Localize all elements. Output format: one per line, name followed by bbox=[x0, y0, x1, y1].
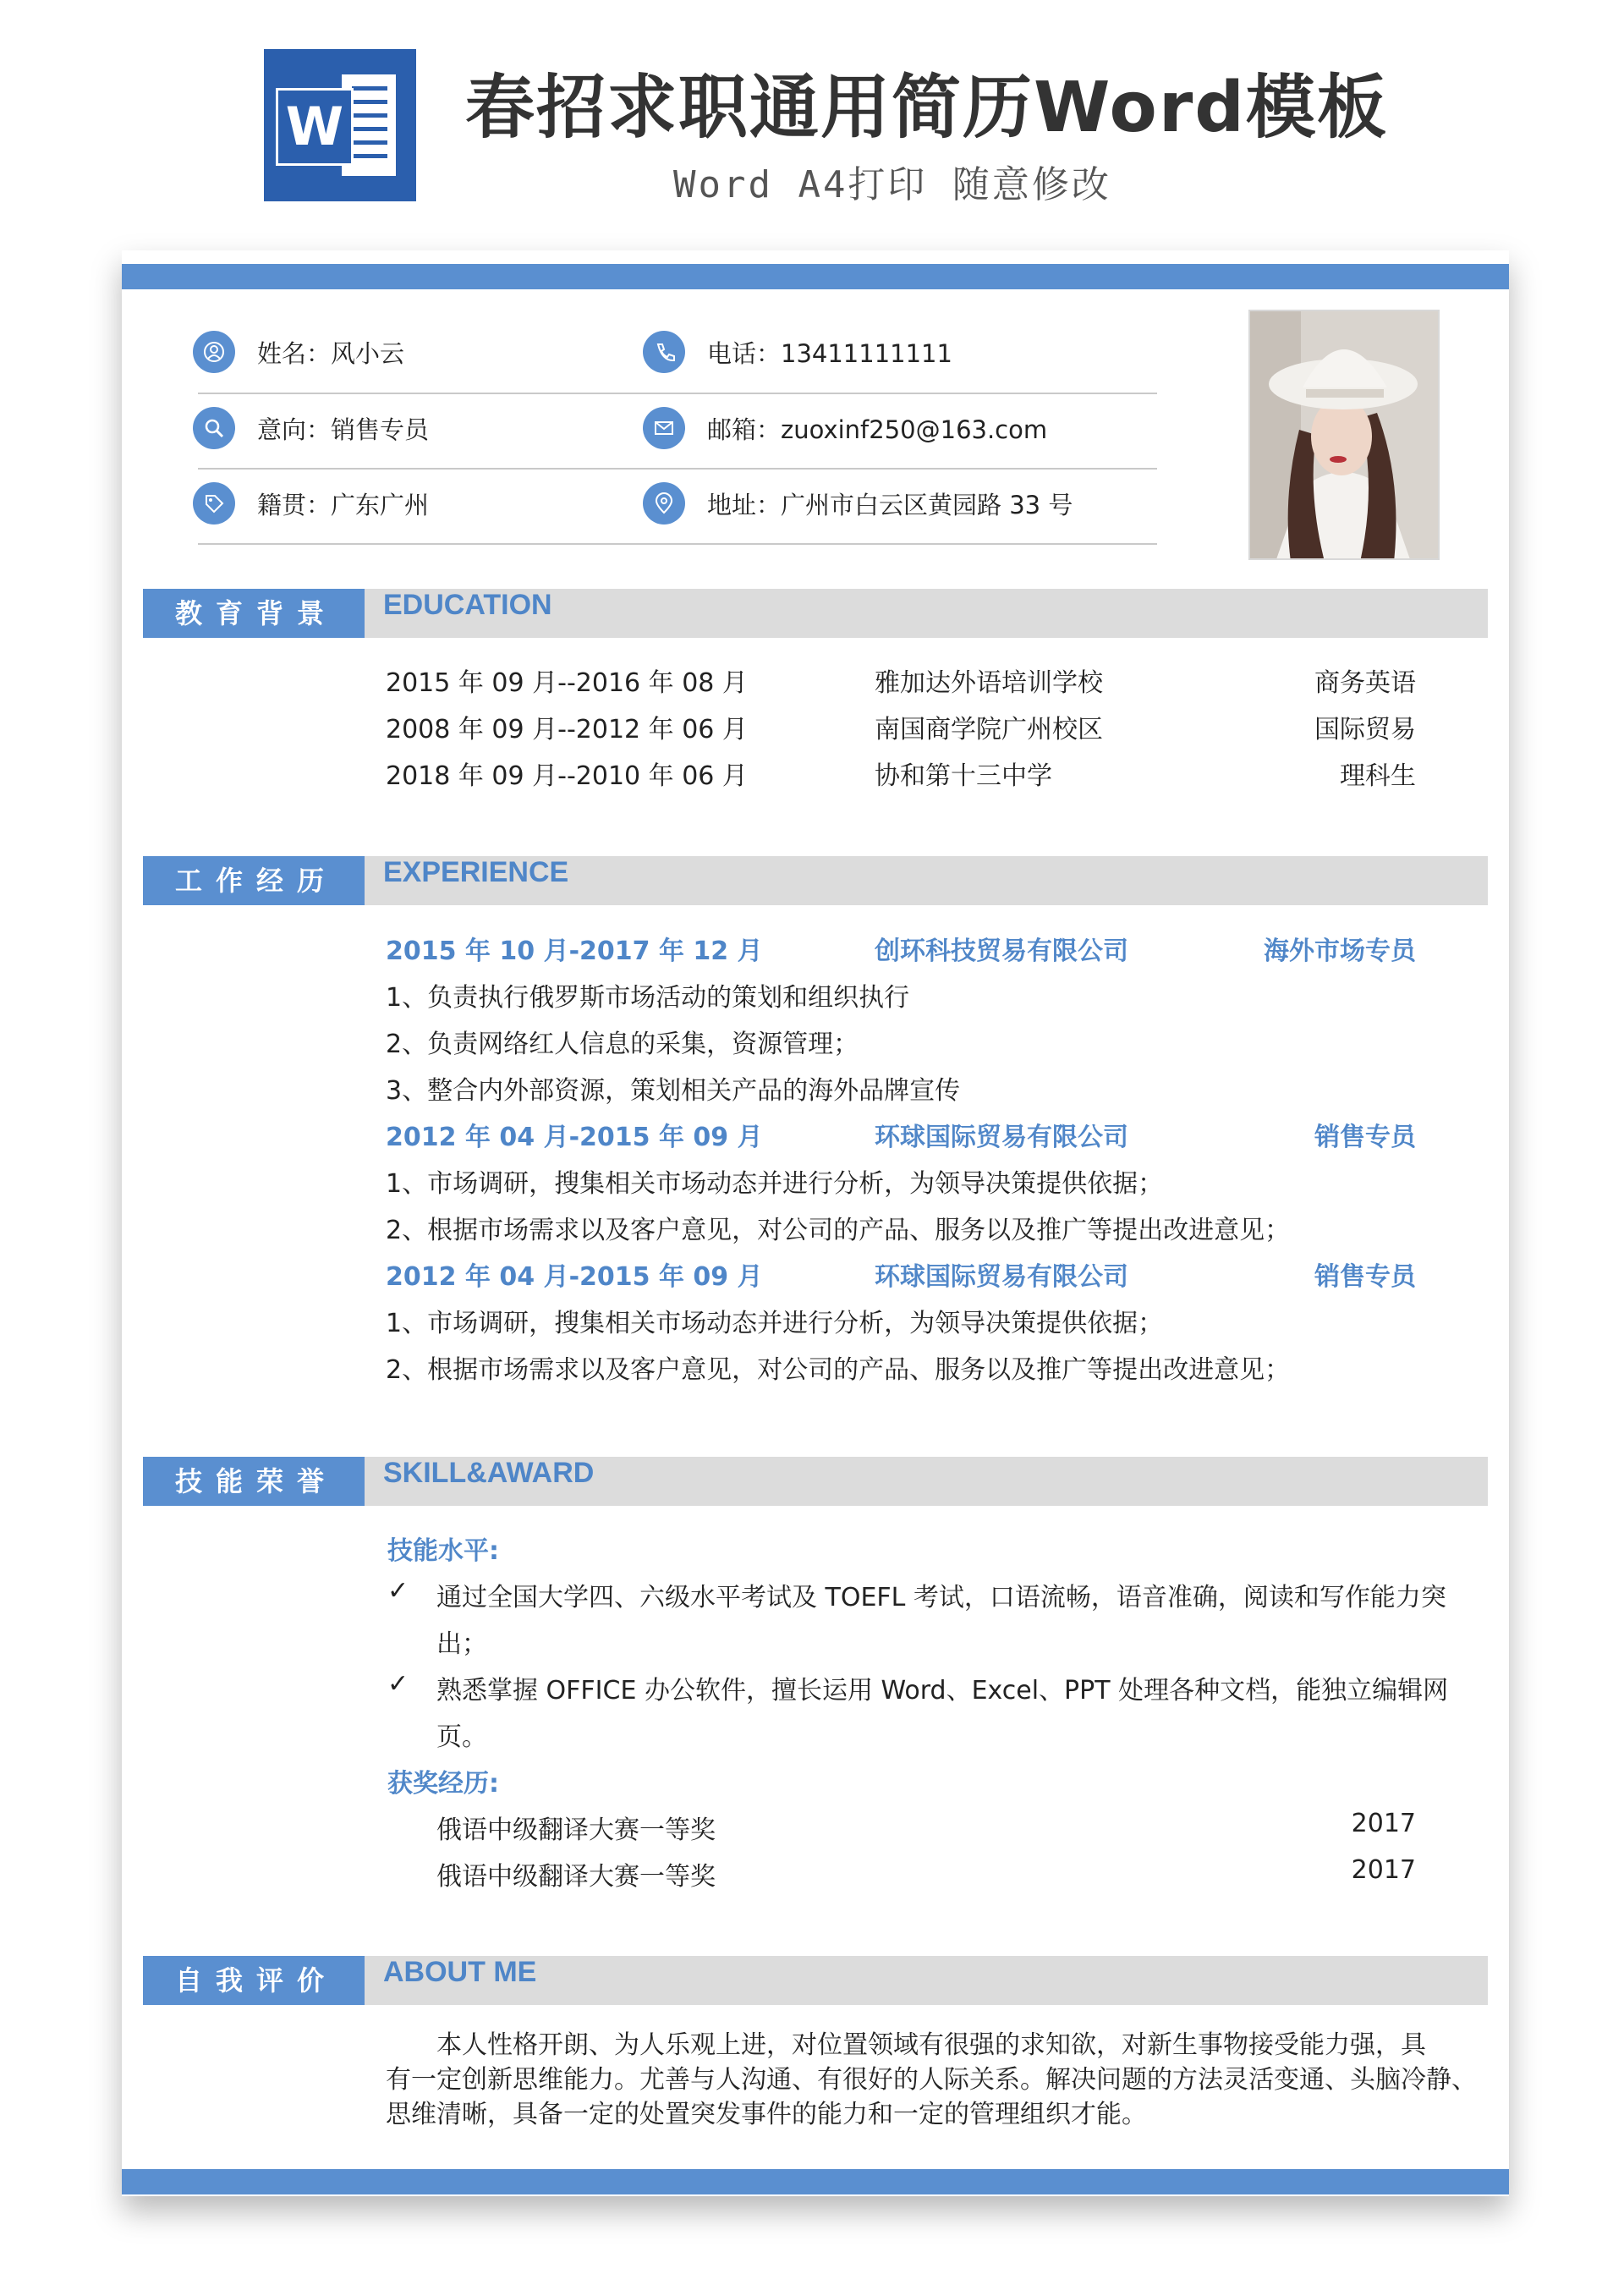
info-name-text: 姓名：风小云 bbox=[257, 338, 405, 368]
award-year: 2017 bbox=[1351, 1855, 1416, 1885]
edu-school: 雅加达外语培训学校 bbox=[875, 668, 1103, 698]
word-logo-letter: W bbox=[276, 88, 354, 166]
skill-item: 通过全国大学四、六级水平考试及 TOEFL 考试，口语流畅，语音准确，阅读和写作能力突 bbox=[436, 1583, 1446, 1612]
edu-school: 协和第十三中学 bbox=[875, 761, 1052, 791]
page-subtitle: Word A4打印 随意修改 bbox=[673, 163, 1111, 206]
section-title-cn: 工作经历 bbox=[143, 856, 365, 905]
location-icon bbox=[643, 482, 685, 525]
about-text: 思维清晰，具备一定的处置突发事件的能力和一定的管理组织才能。 bbox=[386, 2100, 1147, 2129]
about-text: 本人性格开朗、为人乐观上进，对位置领域有很强的求知欲，对新生事物接受能力强，具 bbox=[436, 2030, 1426, 2060]
check-icon: ✓ bbox=[387, 1576, 409, 1606]
info-phone-text: 电话：13411111111 bbox=[707, 338, 952, 368]
info-email-text: 邮箱：zuoxinf250@163.com bbox=[707, 415, 1048, 444]
job-company: 创环科技贸易有限公司 bbox=[875, 937, 1128, 966]
info-name bbox=[193, 335, 404, 369]
section-title-en: EXPERIENCE bbox=[383, 856, 569, 888]
edu-major: 商务英语 bbox=[1314, 668, 1416, 698]
mail-icon bbox=[643, 407, 685, 449]
award-name: 俄语中级翻译大赛一等奖 bbox=[436, 1862, 716, 1892]
check-icon: ✓ bbox=[387, 1669, 409, 1699]
job-period: 2012 年 04 月-2015 年 09 月 bbox=[386, 1123, 763, 1152]
section-about bbox=[143, 1956, 1488, 2005]
job-duty: 2、根据市场需求以及客户意见，对公司的产品、服务以及推广等提出改进意见； bbox=[386, 1355, 1291, 1385]
edu-period: 2015 年 09 月--2016 年 08 月 bbox=[386, 668, 748, 698]
section-title-cn: 自我评价 bbox=[143, 1956, 365, 2005]
job-company: 环球国际贸易有限公司 bbox=[875, 1262, 1128, 1292]
job-position: 销售专员 bbox=[1314, 1123, 1416, 1152]
section-title-en: SKILL&AWARD bbox=[383, 1457, 595, 1489]
skill-item-cont: 出； bbox=[436, 1629, 487, 1659]
info-intention-text: 意向：销售专员 bbox=[257, 415, 430, 444]
info-address bbox=[643, 486, 1073, 520]
divider bbox=[198, 393, 1157, 394]
word-logo-icon bbox=[264, 49, 416, 201]
phone-icon bbox=[643, 331, 685, 373]
job-period: 2012 年 04 月-2015 年 09 月 bbox=[386, 1262, 763, 1292]
skill-item-cont: 页。 bbox=[436, 1722, 487, 1752]
edu-major: 国际贸易 bbox=[1314, 715, 1416, 744]
section-title-cn: 技能荣誉 bbox=[143, 1457, 365, 1506]
resume-page bbox=[122, 250, 1509, 2196]
edu-period: 2018 年 09 月--2010 年 06 月 bbox=[386, 761, 748, 791]
section-title-cn: 教育背景 bbox=[143, 589, 365, 638]
info-intention bbox=[193, 411, 429, 445]
job-duty: 1、市场调研，搜集相关市场动态并进行分析，为领导决策提供依据； bbox=[386, 1309, 1164, 1338]
award-heading: 获奖经历: bbox=[387, 1769, 499, 1799]
section-title-en: ABOUT ME bbox=[383, 1956, 537, 1988]
section-education bbox=[143, 589, 1488, 638]
skill-heading: 技能水平: bbox=[387, 1536, 499, 1566]
job-company: 环球国际贸易有限公司 bbox=[875, 1123, 1128, 1152]
job-duty: 1、市场调研，搜集相关市场动态并进行分析，为领导决策提供依据； bbox=[386, 1169, 1164, 1199]
tag-icon bbox=[193, 482, 235, 525]
info-hometown-text: 籍贯：广东广州 bbox=[257, 490, 430, 519]
job-position: 销售专员 bbox=[1314, 1262, 1416, 1292]
job-duty: 2、根据市场需求以及客户意见，对公司的产品、服务以及推广等提出改进意见； bbox=[386, 1216, 1291, 1245]
divider bbox=[198, 468, 1157, 470]
edu-major: 理科生 bbox=[1340, 761, 1416, 791]
info-phone bbox=[643, 335, 952, 369]
award-year: 2017 bbox=[1351, 1809, 1416, 1838]
award-name: 俄语中级翻译大赛一等奖 bbox=[436, 1815, 716, 1845]
section-skills bbox=[143, 1457, 1488, 1506]
job-period: 2015 年 10 月-2017 年 12 月 bbox=[386, 937, 763, 966]
edu-school: 南国商学院广州校区 bbox=[875, 715, 1103, 744]
job-duty: 2、负责网络红人信息的采集，资源管理； bbox=[386, 1030, 859, 1059]
info-address-text: 地址：广州市白云区黄园路 33 号 bbox=[707, 490, 1073, 519]
info-hometown bbox=[193, 486, 429, 520]
edu-period: 2008 年 09 月--2012 年 06 月 bbox=[386, 715, 748, 744]
bottom-accent-bar bbox=[122, 2169, 1509, 2194]
job-duty: 3、整合内外部资源，策划相关产品的海外品牌宣传 bbox=[386, 1076, 961, 1106]
page-title: 春招求职通用简历Word模板 bbox=[465, 68, 1388, 148]
divider bbox=[198, 543, 1157, 545]
info-email bbox=[643, 411, 1047, 445]
job-duty: 1、负责执行俄罗斯市场活动的策划和组织执行 bbox=[386, 983, 910, 1013]
search-icon bbox=[193, 407, 235, 449]
section-experience bbox=[143, 856, 1488, 905]
section-title-en: EDUCATION bbox=[383, 589, 552, 621]
profile-photo bbox=[1248, 310, 1440, 560]
user-icon bbox=[193, 331, 235, 373]
top-accent-bar bbox=[122, 264, 1509, 289]
job-position: 海外市场专员 bbox=[1264, 937, 1416, 966]
skill-item: 熟悉掌握 OFFICE 办公软件，擅长运用 Word、Excel、PPT 处理各种文档，能独立编辑网 bbox=[436, 1676, 1449, 1706]
about-text: 有一定创新思维能力。尤善与人沟通、有很好的人际关系。解决问题的方法灵活变通、头脑冷静、 bbox=[386, 2065, 1477, 2095]
